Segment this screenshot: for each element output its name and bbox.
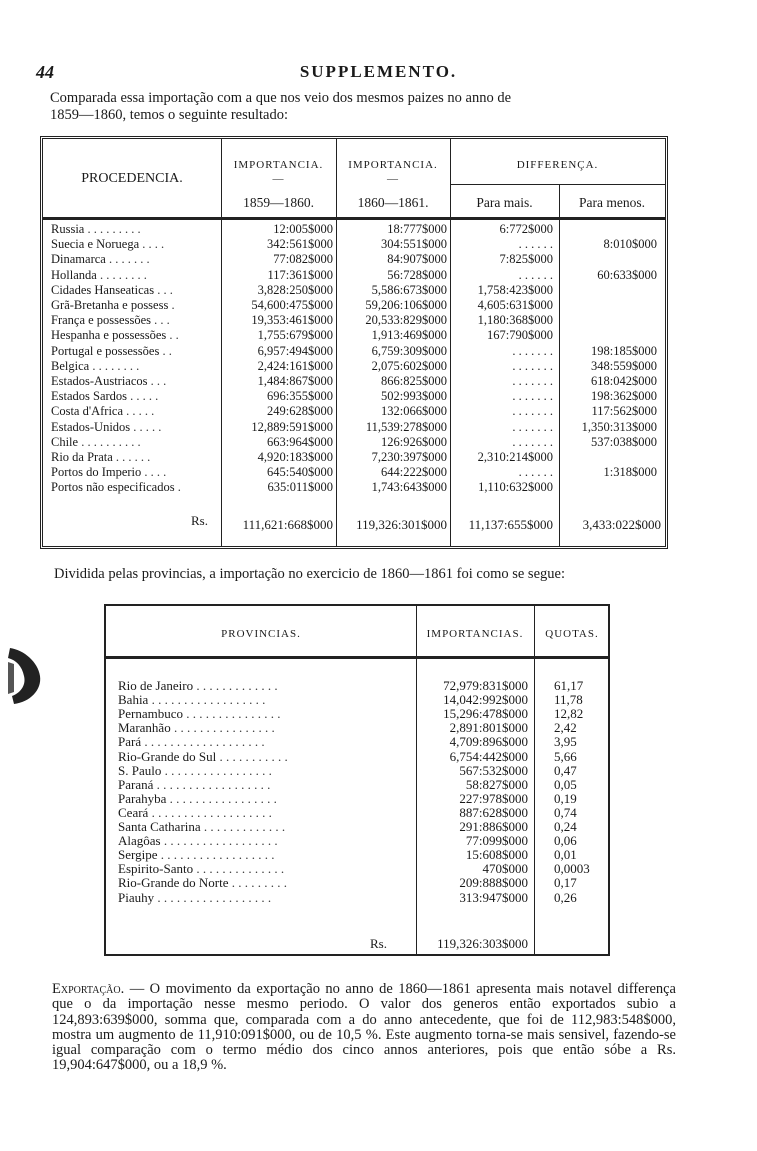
- country-name: [51, 345, 172, 357]
- value-para-mais: 167:790$000: [487, 328, 553, 343]
- province-label: Pará: [118, 734, 142, 750]
- province-name: [118, 736, 265, 748]
- province-label: Rio-Grande do Sul: [118, 748, 217, 764]
- province-name: [118, 722, 275, 734]
- leader-dots: . .: [169, 328, 179, 343]
- table-row: [43, 421, 665, 433]
- country-label: Costa d'Africa: [51, 404, 124, 419]
- value-para-menos: 117:562$000: [591, 404, 657, 419]
- leader-dots: . . . .: [142, 237, 165, 252]
- table-row: [43, 405, 665, 417]
- country-name: [51, 360, 139, 372]
- country-name: [51, 421, 161, 433]
- leader-dots: . . .: [154, 313, 170, 328]
- value-1859: 12,889:591$000: [251, 419, 333, 434]
- province-quota: 0,24: [554, 819, 577, 834]
- province-label: Piauhy: [118, 889, 155, 905]
- province-quota: 0,06: [554, 833, 577, 849]
- leader-dots: . . . . . . .: [108, 252, 150, 267]
- total-1860: 119,326:301$000: [356, 517, 447, 532]
- value-1860: 56:728$000: [387, 267, 447, 282]
- table-row: [43, 299, 665, 311]
- header-rule: [106, 656, 608, 659]
- province-quota: 0,26: [554, 889, 577, 905]
- province-name: [118, 804, 272, 820]
- table-row: [106, 762, 608, 778]
- exportacao-paragraph: [52, 982, 676, 1074]
- province-quota: 5,66: [554, 748, 577, 764]
- province-quota: 0,17: [554, 875, 577, 891]
- table-row: [43, 314, 665, 326]
- province-label: Ceará: [118, 804, 149, 820]
- value-para-menos: 1,350:313$000: [581, 419, 657, 434]
- leader-dots: . . .: [150, 374, 167, 388]
- table-row: [43, 284, 665, 296]
- leader-dots: . . . . . . . . . . . . .: [196, 678, 278, 693]
- table-row: [43, 329, 665, 341]
- province-label: Pernambuco: [118, 706, 183, 722]
- province-quota: 0,74: [554, 804, 577, 820]
- province-quota: 61,17: [554, 678, 584, 693]
- country-label: França e possessões: [51, 313, 151, 328]
- province-value: 15,296:478$000: [443, 706, 528, 722]
- exportacao-text: — O movimento da exportação no anno de 1860—1861 apresenta mais notavel differença que o da importação nesse mesmo periodo. O valor dos generos então exportados subio a 124,893:639$000, somma que, comparada com a do anno antecedente, que foi de 112,983:548$000, mostra um augmento de 11,910:091$000, ou de 10,5 %. Este augmento torna-se mais sensivel, fazendo-se igual comparação com o termo médio dos cinco annos anteriores, pois que então sóbe a Rs. 19,904:647$000, ou a 18,9 %.: [52, 981, 676, 1074]
- province-name: [118, 821, 285, 833]
- leader-dots: . . . . . . . . . . . . . . . . . . .: [144, 734, 265, 750]
- province-name: [118, 680, 278, 692]
- province-value: 4,709:896$000: [449, 734, 528, 750]
- page-number: 44: [36, 62, 54, 82]
- country-label: Suecia e Noruega: [51, 237, 140, 252]
- value-para-mais: 2,310:214$000: [477, 450, 553, 464]
- province-value: 887:628$000: [459, 804, 528, 820]
- value-para-menos: 348:559$000: [591, 358, 657, 373]
- total-para-menos: 3,433:022$000: [582, 517, 661, 532]
- leader-dots: . . . .: [144, 465, 167, 480]
- province-value: 209:888$000: [459, 875, 528, 891]
- province-quota: 2,42: [554, 720, 577, 736]
- leader-dots: . . . . . . . . . . . . . . .: [186, 706, 281, 722]
- header-rule: [43, 217, 665, 220]
- country-name: [51, 375, 166, 387]
- province-quota: 0,0003: [554, 861, 590, 877]
- province-label: Rio de Janeiro: [118, 678, 194, 693]
- country-name: [51, 299, 175, 311]
- country-label: Cidades Hanseaticas: [51, 282, 155, 297]
- country-name: [51, 223, 141, 235]
- country-name: [51, 329, 179, 341]
- value-1860: 866:825$000: [381, 374, 447, 388]
- value-para-mais: . . . . . . .: [512, 404, 553, 419]
- value-1859: 249:628$000: [267, 404, 333, 419]
- leader-dots: . . . . . . . .: [99, 267, 147, 282]
- province-name: [118, 835, 278, 847]
- country-name: [51, 405, 154, 417]
- province-label: S. Paulo: [118, 762, 162, 778]
- leader-dots: . . . . . . . . .: [87, 222, 141, 236]
- country-name: [51, 238, 164, 250]
- running-title: SUPPLEMENTO.: [299, 62, 458, 81]
- provinces-intro: Dividida pelas provincias, a importação no exercicio de 1860—1861 foi como se segue:: [54, 566, 565, 582]
- table-row: [106, 736, 608, 748]
- province-label: Bahia: [118, 692, 149, 708]
- country-label: Chile: [51, 434, 79, 449]
- value-1859: 77:082$000: [273, 252, 333, 267]
- table-row: [106, 849, 608, 861]
- country-name: [51, 314, 170, 326]
- header-para-mais: Para mais.: [476, 195, 533, 210]
- leader-dots: . . . . .: [133, 419, 162, 434]
- country-label: Estados-Austriacos: [51, 374, 148, 388]
- table-row: [43, 253, 665, 265]
- leader-dots: . . . . . . . . . . . . . . . . . . .: [151, 804, 272, 820]
- value-para-mais: . . . . . .: [518, 267, 553, 282]
- value-1859: 2,424:161$000: [257, 358, 333, 373]
- country-label: Portugal e possessões: [51, 343, 160, 358]
- province-label: Sergipe: [118, 847, 158, 863]
- value-1859: 19,353:461$000: [251, 313, 333, 328]
- province-value: 15:608$000: [465, 847, 528, 863]
- province-quota: 12,82: [554, 706, 584, 722]
- total-1859: 111,621:668$000: [242, 517, 333, 532]
- header-quotas: QUOTAS.: [545, 628, 599, 640]
- value-para-mais: 1,758:423$000: [477, 282, 553, 297]
- country-name: [51, 436, 141, 448]
- country-name: [51, 466, 166, 478]
- table-row: [106, 821, 608, 833]
- province-name: [118, 694, 265, 706]
- value-1859: 4,920:183$000: [257, 450, 333, 464]
- value-1860: 2,075:602$000: [371, 358, 447, 373]
- header-provincias: PROVINCIAS.: [221, 628, 301, 640]
- value-1860: 1,913:469$000: [371, 328, 447, 343]
- country-label: Dinamarca: [51, 252, 106, 267]
- leader-dots: . . . . . . . . . . .: [219, 748, 288, 764]
- table-row: [43, 390, 665, 402]
- country-label: Estados-Unidos: [51, 419, 131, 434]
- value-1860: 59,206:106$000: [365, 298, 447, 312]
- value-1860: 304:551$000: [381, 237, 447, 252]
- country-name: [51, 253, 150, 265]
- table-row: [43, 466, 665, 478]
- table-row: [43, 360, 665, 372]
- province-value: 2,891:801$000: [449, 720, 528, 736]
- country-label: Hespanha e possessões: [51, 328, 167, 343]
- province-label: Santa Catharina: [118, 819, 201, 834]
- province-value: 470$000: [482, 861, 528, 877]
- header-dash-1: —: [272, 173, 285, 185]
- value-para-menos: 8:010$000: [603, 237, 657, 252]
- header-divider: [450, 184, 665, 185]
- value-para-mais: . . . . . . .: [512, 358, 553, 373]
- province-value: 72,979:831$000: [443, 678, 528, 693]
- country-name: [51, 284, 173, 296]
- province-value: 58:827$000: [465, 776, 528, 792]
- total-label: Rs.: [191, 513, 208, 528]
- header-dash-2: —: [387, 173, 399, 185]
- table-row: [43, 345, 665, 357]
- table-row: [106, 889, 608, 905]
- table-row: [43, 269, 665, 281]
- province-name: [118, 889, 272, 905]
- value-1859: 696:355$000: [267, 389, 333, 404]
- province-name: [118, 877, 287, 889]
- leader-dots: . . . . . . . . . . . . . . . . . .: [151, 692, 266, 708]
- header-para-menos: Para menos.: [579, 195, 645, 210]
- country-label: Russia: [51, 222, 85, 236]
- leader-dots: . . . . .: [130, 389, 159, 404]
- value-1859: 3,828:250$000: [257, 282, 333, 297]
- table-row: [43, 238, 665, 250]
- province-label: Maranhão: [118, 720, 171, 736]
- value-para-mais: . . . . . .: [518, 465, 553, 480]
- table-row: [106, 804, 608, 820]
- value-para-mais: 7:825$000: [499, 252, 553, 267]
- country-label: Portos do Imperio: [51, 465, 142, 480]
- exportacao-lead: Exportação.: [52, 981, 125, 997]
- province-quota: 0,47: [554, 762, 577, 778]
- province-value: 14,042:992$000: [443, 692, 528, 708]
- country-label: Portos não especificados: [51, 480, 175, 495]
- value-1860: 11,539:278$000: [365, 419, 447, 434]
- table-row: [106, 680, 608, 692]
- province-name: [118, 776, 271, 792]
- country-label: Grã-Bretanha e possess: [51, 298, 169, 312]
- value-1860: 5,586:673$000: [371, 282, 447, 297]
- province-quota: 3,95: [554, 734, 577, 750]
- province-name: [118, 748, 288, 764]
- value-para-mais: 6:772$000: [499, 222, 553, 236]
- province-name: [118, 790, 277, 806]
- province-value: 313:947$000: [459, 889, 528, 905]
- value-1860: 6,759:309$000: [371, 343, 447, 358]
- table-row: [106, 863, 608, 875]
- value-1860: 18:777$000: [387, 222, 447, 236]
- value-para-mais: . . . . . . .: [512, 434, 553, 449]
- province-value: 6,754:442$000: [449, 748, 528, 764]
- province-value: 291:886$000: [459, 819, 528, 834]
- header-importancia-2: IMPORTANCIA.: [348, 159, 438, 171]
- value-1860: 1,743:643$000: [371, 480, 447, 495]
- country-name: [51, 481, 181, 493]
- value-1859: 645:540$000: [267, 465, 333, 480]
- value-1859: 54,600:475$000: [251, 298, 333, 312]
- value-para-menos: 537:038$000: [591, 434, 657, 449]
- province-label: Parahyba: [118, 790, 167, 806]
- leader-dots: . . . . . .: [115, 450, 151, 464]
- country-label: Belgica: [51, 358, 90, 373]
- province-value: 227:978$000: [459, 790, 528, 806]
- provinces-table: [104, 604, 610, 956]
- leader-dots: . . . . . . . .: [92, 358, 140, 373]
- value-1859: 1,755:679$000: [257, 328, 333, 343]
- value-para-menos: 198:185$000: [591, 343, 657, 358]
- leader-dots: . . . . . . . . . . . . . . . . . .: [163, 833, 278, 849]
- value-1860: 20,533:829$000: [365, 313, 447, 328]
- province-name: [118, 762, 272, 778]
- leader-dots: . . . . . . . . . . . . . . . . .: [164, 762, 272, 778]
- table-row: [106, 776, 608, 792]
- value-para-mais: 1,180:368$000: [477, 313, 553, 328]
- province-quota: 0,01: [554, 847, 577, 863]
- header-procedencia: PROCEDENCIA.: [81, 171, 183, 186]
- leader-dots: . .: [162, 343, 172, 358]
- country-name: [51, 269, 147, 281]
- table-row: [43, 223, 665, 235]
- table-row: [106, 708, 608, 720]
- table-row: [106, 877, 608, 889]
- table-row: [106, 694, 608, 706]
- country-label: Hollanda: [51, 267, 97, 282]
- value-1859: 117:361$000: [267, 267, 333, 282]
- leader-dots: . . . . . . . . . . . . . .: [196, 861, 285, 877]
- value-para-mais: . . . . . .: [518, 237, 553, 252]
- province-label: Paraná: [118, 776, 154, 792]
- value-para-mais: 4,605:631$000: [477, 298, 553, 312]
- leader-dots: . . . . . . . . .: [231, 875, 287, 891]
- value-1859: 342:561$000: [267, 237, 333, 252]
- country-name: [51, 390, 158, 402]
- header-year-2: 1860—1861.: [357, 195, 429, 210]
- province-label: Espirito-Santo: [118, 861, 194, 877]
- table-row: [43, 375, 665, 387]
- value-1860: 7,230:397$000: [371, 450, 447, 464]
- country-label: Rio da Prata: [51, 450, 113, 464]
- value-para-mais: . . . . . . .: [512, 389, 553, 404]
- total-label: Rs.: [370, 936, 387, 951]
- province-name: [118, 708, 280, 720]
- table-row: [43, 436, 665, 448]
- value-1860: 126:926$000: [381, 434, 447, 449]
- value-1859: 663:964$000: [267, 434, 333, 449]
- header-importancias: IMPORTANCIAS.: [426, 628, 524, 640]
- country-label: Estados Sardos: [51, 389, 128, 404]
- leader-dots: .: [171, 298, 175, 312]
- leader-dots: . . . . . . . . . . . . . . . . .: [169, 790, 277, 806]
- table-row: [106, 835, 608, 847]
- intro-line-1: Comparada essa importação com a que nos veio dos mesmos paizes no anno de: [50, 90, 512, 106]
- ink-stain-mark: [4, 644, 44, 708]
- comparison-table: [40, 136, 668, 549]
- value-1859: 12:005$000: [273, 222, 333, 236]
- province-value: 567:532$000: [459, 762, 528, 778]
- province-label: Rio-Grande do Norte: [118, 875, 229, 891]
- province-quota: 0,05: [554, 776, 577, 792]
- total-importancias: 119,326:303$000: [437, 936, 528, 951]
- header-year-1: 1859—1860.: [243, 195, 314, 210]
- value-1860: 132:066$000: [381, 404, 447, 419]
- value-1860: 502:993$000: [381, 389, 447, 404]
- value-para-menos: 1:318$000: [603, 465, 657, 480]
- total-para-mais: 11,137:655$000: [468, 517, 553, 532]
- value-para-mais: . . . . . . .: [512, 419, 553, 434]
- header-differenca: DIFFERENÇA.: [516, 159, 599, 171]
- table-row: [106, 722, 608, 734]
- value-1859: 1,484:867$000: [257, 374, 333, 388]
- province-label: Alagôas: [118, 833, 161, 849]
- value-para-mais: . . . . . . .: [512, 343, 553, 358]
- value-1860: 84:907$000: [387, 252, 447, 267]
- table-row: [106, 748, 608, 764]
- leader-dots: . . .: [157, 282, 173, 297]
- table-row: [43, 481, 665, 493]
- province-name: [118, 863, 284, 875]
- intro-paragraph: [50, 90, 670, 124]
- table-row: [106, 790, 608, 806]
- value-1860: 644:222$000: [381, 465, 447, 480]
- header-importancia-1: IMPORTANCIA.: [233, 159, 324, 171]
- intro-line-2: 1859—1860, temos o seguinte resultado:: [50, 107, 289, 123]
- province-quota: 11,78: [554, 692, 583, 708]
- leader-dots: .: [177, 480, 181, 495]
- leader-dots: . . . . . . . . . . . . .: [203, 819, 286, 834]
- value-para-menos: 198:362$000: [591, 389, 657, 404]
- value-para-menos: 60:633$000: [597, 267, 657, 282]
- value-para-mais: . . . . . . .: [512, 374, 553, 388]
- leader-dots: . . . . . . . . . . . . . . . . . .: [157, 889, 272, 905]
- leader-dots: . . . . . . . . . . . . . . . . . .: [160, 847, 275, 863]
- value-1859: 635:011$000: [267, 480, 333, 495]
- province-value: 77:099$000: [465, 833, 528, 849]
- leader-dots: . . . . . . . . . .: [81, 434, 141, 449]
- leader-dots: . . . . .: [126, 404, 155, 419]
- leader-dots: . . . . . . . . . . . . . . . . . .: [156, 776, 271, 792]
- table-row: [43, 451, 665, 463]
- leader-dots: . . . . . . . . . . . . . . . .: [173, 720, 275, 736]
- province-quota: 0,19: [554, 790, 577, 806]
- value-1859: 6,957:494$000: [257, 343, 333, 358]
- value-para-mais: 1,110:632$000: [478, 480, 553, 495]
- value-para-menos: 618:042$000: [591, 374, 657, 388]
- province-name: [118, 849, 274, 861]
- country-name: [51, 451, 150, 463]
